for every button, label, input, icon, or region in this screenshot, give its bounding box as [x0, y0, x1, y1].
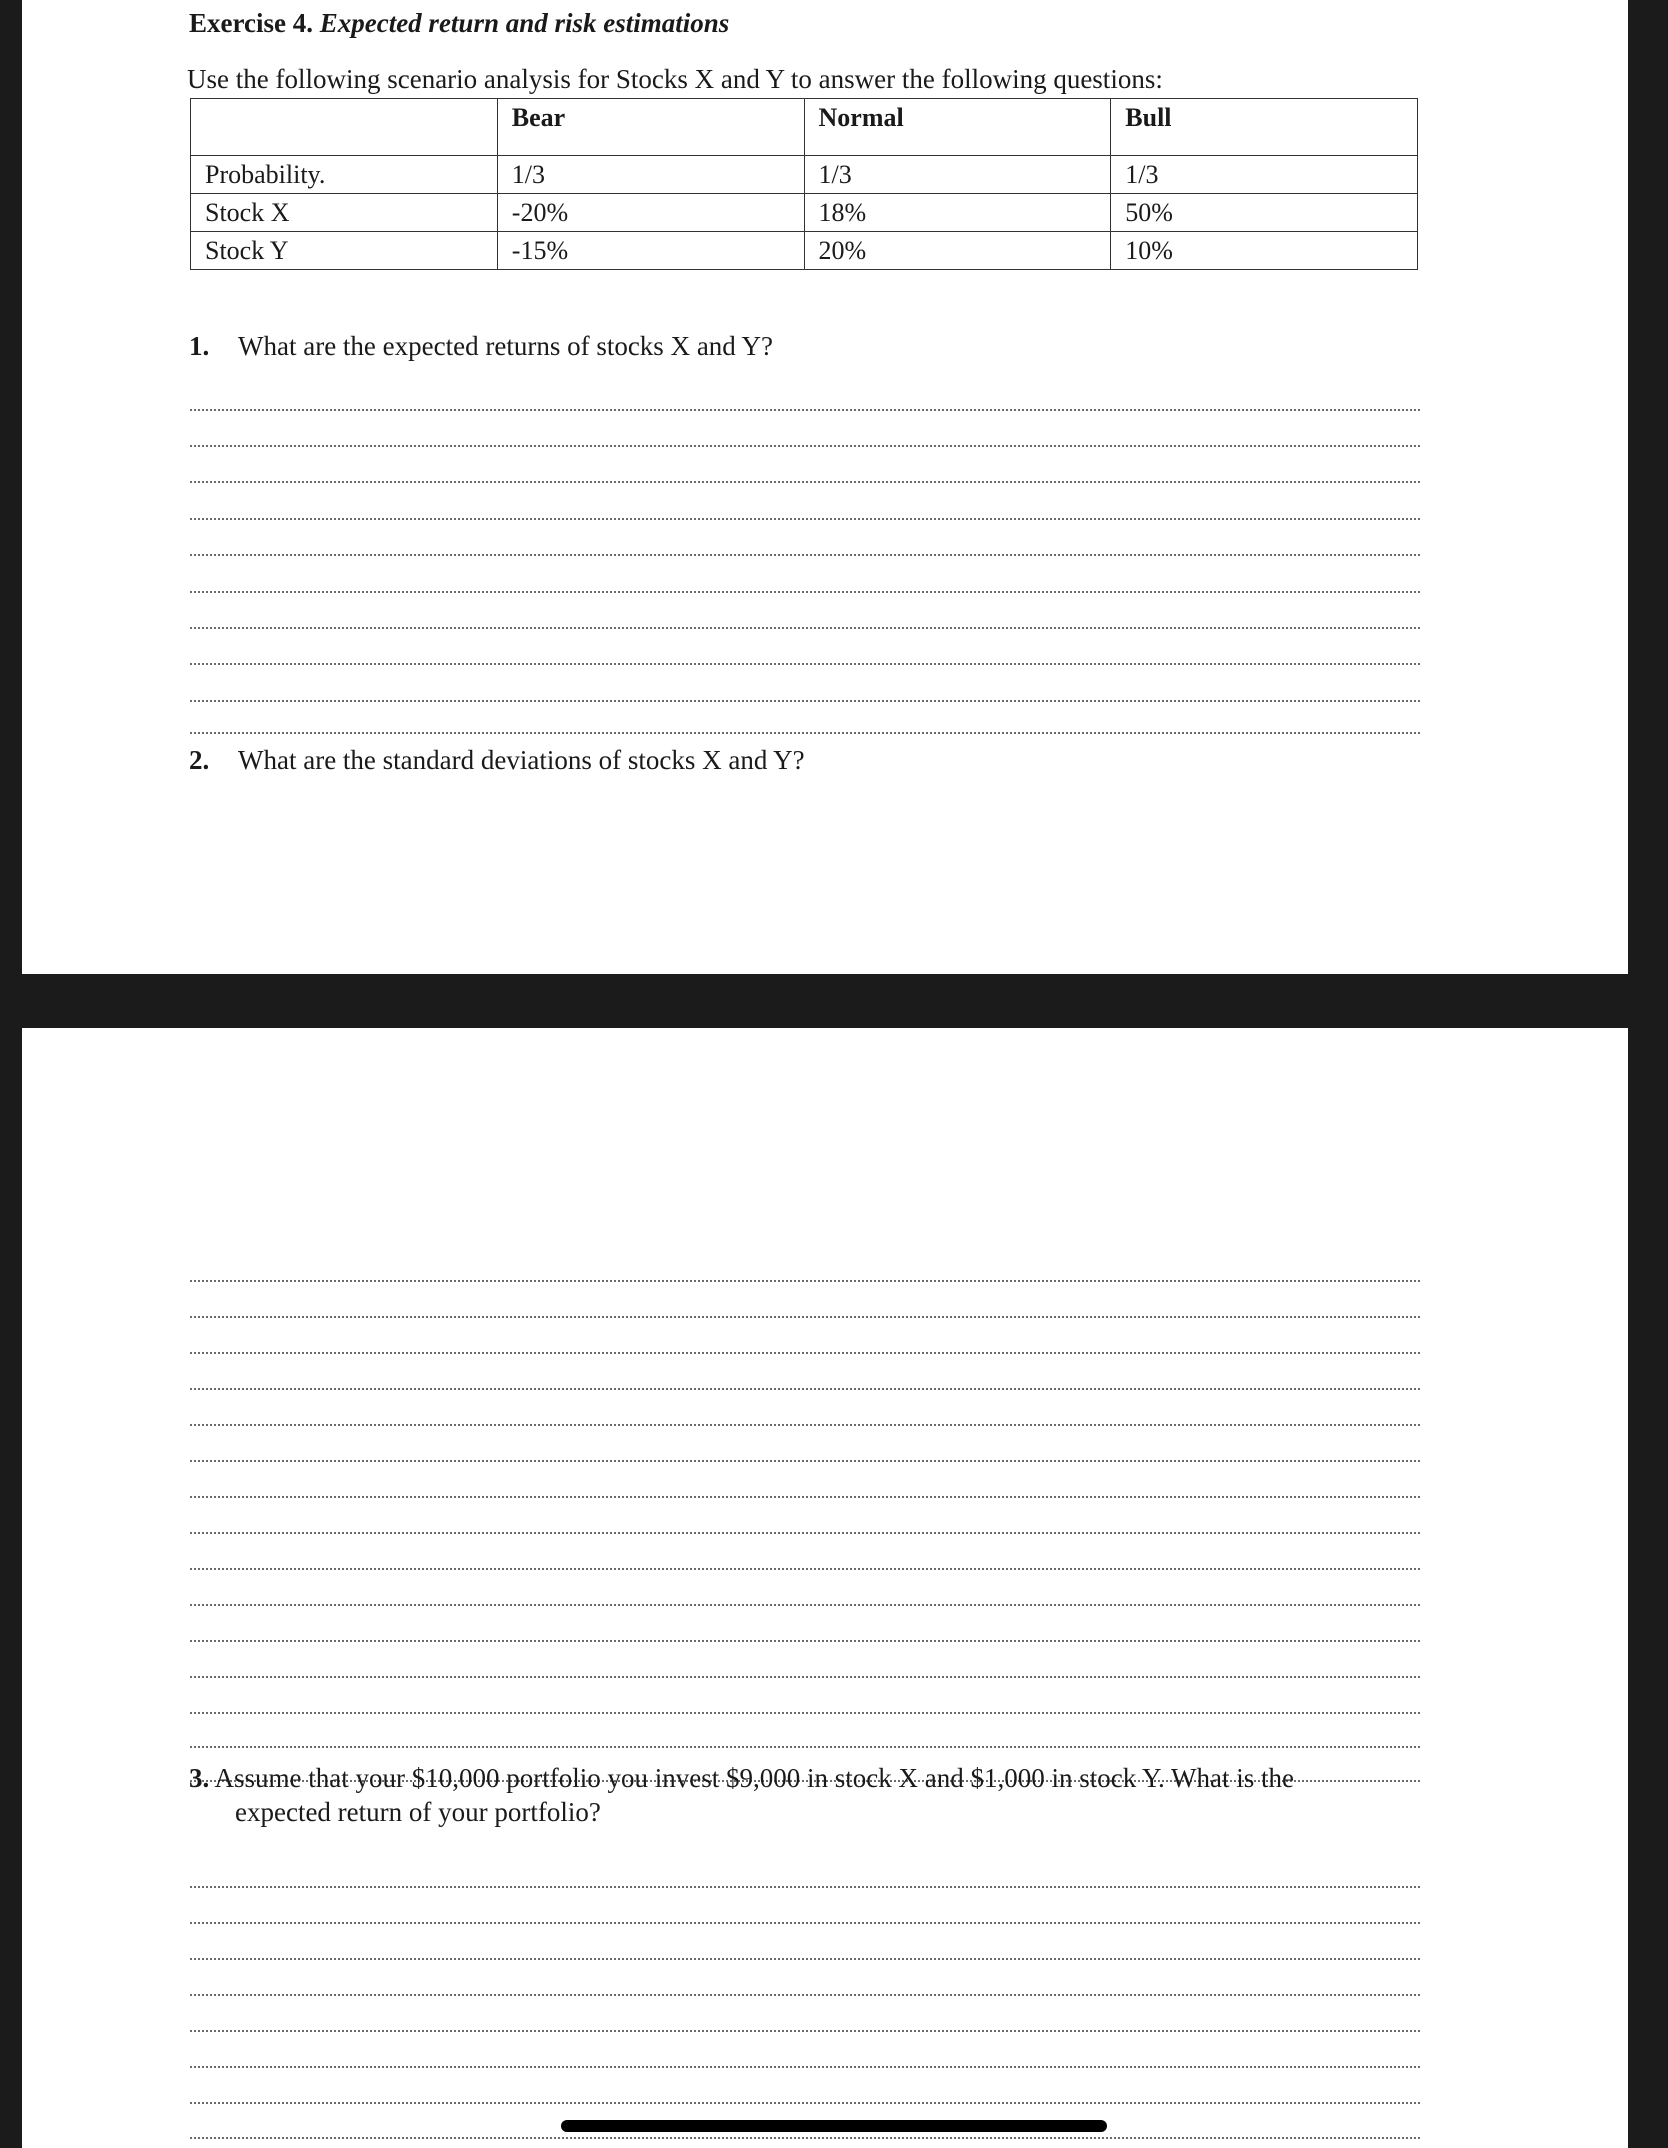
scenario-table [190, 98, 1418, 270]
row-label: Stock X [191, 194, 498, 232]
answer-line[interactable] [190, 1922, 1420, 1924]
table-row-stock-y [191, 232, 1418, 270]
answer-line[interactable] [190, 700, 1420, 702]
header-cell [191, 99, 498, 156]
answer-line[interactable] [190, 1280, 1420, 1282]
table-cell: -15% [497, 232, 804, 270]
table-cell: 10% [1111, 232, 1418, 270]
table-row-probability [191, 156, 1418, 194]
answer-line[interactable] [190, 1388, 1420, 1390]
answer-line[interactable] [190, 1496, 1420, 1498]
header-cell-normal: Normal [804, 99, 1111, 156]
table-cell: 1/3 [1111, 156, 1418, 194]
question-2 [189, 745, 805, 776]
worksheet-page-2 [22, 1028, 1628, 2148]
table-cell: 50% [1111, 194, 1418, 232]
answer-line[interactable] [190, 732, 1420, 734]
answer-line[interactable] [190, 409, 1420, 411]
answer-line[interactable] [190, 1676, 1420, 1678]
answer-line[interactable] [190, 1532, 1420, 1534]
table-cell: 20% [804, 232, 1111, 270]
table-cell: 1/3 [804, 156, 1111, 194]
row-label: Stock Y [191, 232, 498, 270]
answer-line[interactable] [190, 1712, 1420, 1714]
answer-line[interactable] [190, 591, 1420, 593]
table-row-stock-x [191, 194, 1418, 232]
table-header-row [191, 99, 1418, 156]
answer-line[interactable] [190, 1604, 1420, 1606]
answer-line[interactable] [190, 1316, 1420, 1318]
header-cell-bull: Bull [1111, 99, 1418, 156]
answer-line[interactable] [190, 1746, 1420, 1748]
header-cell-bear: Bear [497, 99, 804, 156]
answer-line[interactable] [190, 1958, 1420, 1960]
answer-line[interactable] [190, 445, 1420, 447]
answer-line[interactable] [190, 1994, 1420, 1996]
answer-line[interactable] [190, 518, 1420, 520]
answer-line[interactable] [190, 1352, 1420, 1354]
question-text: What are the standard deviations of stocks X and Y? [238, 745, 805, 775]
answer-line[interactable] [190, 1424, 1420, 1426]
question-3 [189, 1761, 1429, 1829]
answer-line[interactable] [190, 2030, 1420, 2032]
answer-line[interactable] [190, 1886, 1420, 1888]
answer-line[interactable] [190, 481, 1420, 483]
answer-line[interactable] [190, 663, 1420, 665]
table-cell: -20% [497, 194, 804, 232]
answer-line[interactable] [190, 2066, 1420, 2068]
table-cell: 18% [804, 194, 1111, 232]
answer-line[interactable] [190, 627, 1420, 629]
question-number: 1. [189, 331, 210, 361]
answer-line[interactable] [190, 1640, 1420, 1642]
question-text: What are the expected returns of stocks X and Y? [238, 331, 774, 361]
exercise-label: Exercise 4. [189, 8, 313, 38]
question-text-line-2: expected return of your portfolio? [235, 1797, 601, 1827]
question-1 [189, 331, 773, 362]
intro-text: Use the following scenario analysis for Stocks X and Y to answer the following questions: [187, 64, 1163, 94]
question-number: 2. [189, 745, 210, 775]
row-label: Probability. [191, 156, 498, 194]
exercise-title-text: Expected return and risk estimations [319, 8, 730, 38]
question-text-line-1: Assume that your $10,000 portfolio you invest $9,000 in stock X and $1,000 in stock Y. What is the [214, 1763, 1294, 1793]
answer-line[interactable] [190, 554, 1420, 556]
answer-line[interactable] [190, 2137, 1420, 2139]
answer-line[interactable] [190, 1460, 1420, 1462]
exercise-title [189, 8, 729, 39]
table-cell: 1/3 [497, 156, 804, 194]
home-indicator-bar[interactable] [561, 2120, 1107, 2132]
answer-line[interactable] [190, 2102, 1420, 2104]
answer-line[interactable] [190, 1568, 1420, 1570]
question-number: 3. [189, 1763, 210, 1793]
